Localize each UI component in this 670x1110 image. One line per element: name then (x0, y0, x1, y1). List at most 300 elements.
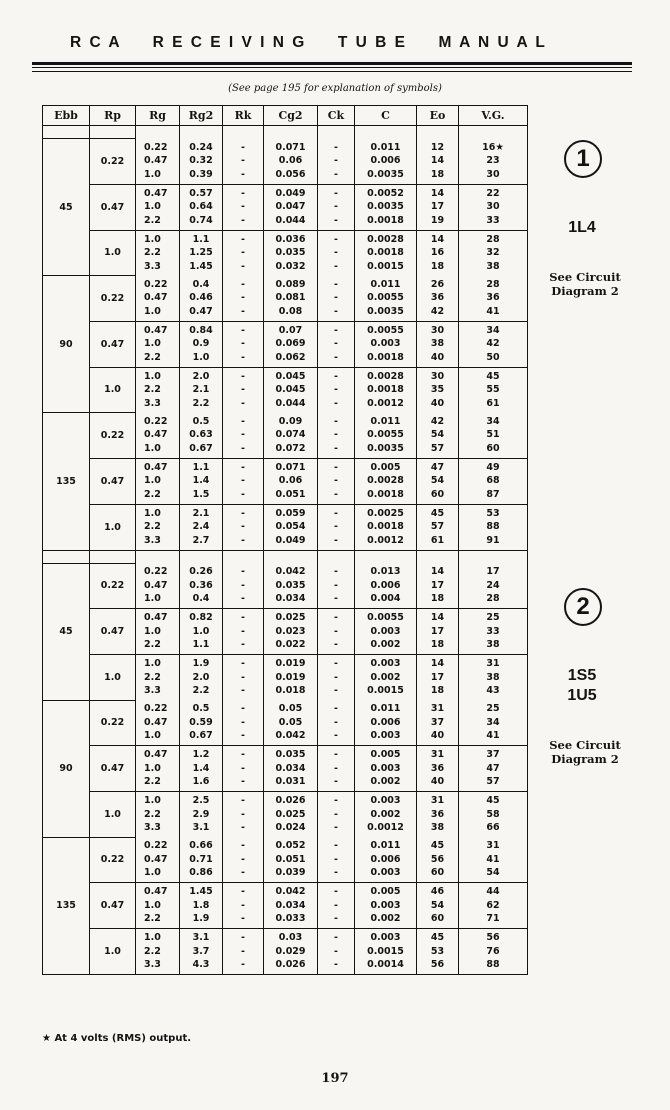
cell-value: 2.2 (144, 488, 161, 500)
cell-value: 1.5 (192, 488, 210, 500)
eo-values (417, 321, 459, 367)
rp-cell: 0.22 (90, 139, 136, 185)
cell-value: 31 (486, 840, 500, 852)
cell-value: 0.46 (189, 292, 213, 304)
cell-value: 1.0 (144, 370, 161, 382)
cell-value: 0.4 (192, 593, 210, 605)
ck-values (318, 563, 355, 609)
cell-value: 1.2 (192, 749, 210, 761)
cell-value: 54 (430, 475, 445, 487)
cell-value: 12 (430, 141, 445, 153)
cell-value: 60 (430, 488, 445, 500)
cell-value: - (334, 762, 338, 774)
cell-value: - (241, 461, 245, 473)
cg2-values (264, 230, 318, 276)
cell-value: 34 (486, 324, 500, 336)
cell-value: 0.034 (275, 593, 306, 605)
ebb-cell: 135 (43, 413, 90, 551)
cell-value: 3.3 (144, 959, 161, 971)
cell-value: - (241, 959, 245, 971)
cell-value: 0.062 (275, 351, 306, 363)
ck-values (318, 792, 355, 838)
eo-values (417, 929, 459, 975)
cell-value: 0.0018 (367, 488, 404, 500)
cell-value: 30 (486, 168, 500, 180)
cell-value: 18 (430, 260, 445, 272)
cell-value: - (334, 730, 338, 742)
cell-value: 0.006 (370, 716, 401, 728)
rg-values (136, 883, 180, 929)
cell-value: 0.59 (189, 716, 213, 728)
table-row (43, 746, 528, 792)
c-values (355, 655, 417, 701)
cell-value: 40 (430, 730, 445, 742)
rk-values (223, 563, 264, 609)
cell-value: 0.06 (278, 475, 303, 487)
cell-value: 0.036 (275, 233, 306, 245)
cell-value: - (334, 397, 338, 409)
cell-value: 1.9 (192, 913, 210, 925)
rg-values (136, 276, 180, 322)
cell-value: - (334, 461, 338, 473)
rg2-values (180, 458, 223, 504)
cell-value: 0.0055 (367, 429, 404, 441)
cell-value: 2.2 (144, 913, 161, 925)
cell-value: 0.029 (275, 945, 306, 957)
cell-value: 0.4 (192, 278, 210, 290)
cell-value: 16★ (482, 141, 504, 153)
ck-values (318, 746, 355, 792)
cell-value: 38 (486, 671, 500, 683)
vg-values (459, 276, 528, 322)
rk-values (223, 883, 264, 929)
cell-value: 0.0028 (367, 370, 404, 382)
ck-values (318, 883, 355, 929)
ebb-cell: 90 (43, 700, 90, 837)
eo-values (417, 609, 459, 655)
tube-data-table (42, 105, 527, 975)
ck-values (318, 321, 355, 367)
cell-value: 2.2 (192, 685, 210, 697)
cell-value: - (334, 625, 338, 637)
rk-values (223, 276, 264, 322)
cell-value: 0.24 (189, 141, 213, 153)
cell-value: - (241, 658, 245, 670)
cell-value: 2.2 (144, 384, 161, 396)
cell-value: 0.0015 (367, 945, 404, 957)
cell-value: - (334, 822, 338, 834)
ebb-cell: 90 (43, 276, 90, 413)
cell-value: - (334, 155, 338, 167)
cell-value: - (334, 749, 338, 761)
cell-value: 0.032 (275, 260, 306, 272)
cell-value: - (334, 278, 338, 290)
cell-value: - (241, 521, 245, 533)
cell-value: 0.002 (370, 671, 401, 683)
page-number: 197 (321, 1071, 349, 1086)
cell-value: 36 (486, 292, 500, 304)
spacer-cell (43, 550, 90, 563)
rg2-values (180, 184, 223, 230)
cell-value: 0.47 (189, 305, 213, 317)
cell-value: 30 (430, 324, 445, 336)
cell-value: 1.0 (144, 442, 161, 454)
ck-values (318, 367, 355, 413)
cell-value: 0.22 (144, 141, 168, 153)
cell-value: - (334, 612, 338, 624)
cell-value: 0.0025 (367, 507, 404, 519)
rp-cell: 0.47 (90, 458, 136, 504)
cell-value: 60 (430, 867, 445, 879)
cell-value: 2.5 (192, 795, 210, 807)
header-rule-thin-2 (32, 71, 632, 72)
cell-value: 0.042 (275, 566, 306, 578)
rg2-values (180, 746, 223, 792)
rg-values (136, 230, 180, 276)
cell-value: - (241, 338, 245, 350)
rg2-values (180, 139, 223, 185)
vg-values (459, 139, 528, 185)
cell-value: 53 (486, 507, 500, 519)
cell-value: 41 (486, 305, 500, 317)
cell-value: - (334, 475, 338, 487)
cell-value: 76 (486, 945, 500, 957)
cell-value: 0.07 (278, 324, 303, 336)
cell-value: 3.1 (192, 932, 210, 944)
col-header-eo: Eo (417, 106, 459, 126)
end-cell (90, 975, 136, 976)
col-header-cg2: Cg2 (264, 106, 318, 126)
cell-value: 40 (430, 776, 445, 788)
table-row (43, 367, 528, 413)
spacer-cell (223, 550, 264, 563)
c-values (355, 413, 417, 459)
cg2-values (264, 276, 318, 322)
cell-value: 0.003 (370, 899, 401, 911)
cell-value: - (241, 886, 245, 898)
cell-value: - (334, 795, 338, 807)
cell-value: 0.0035 (367, 305, 404, 317)
spacer-cell (43, 126, 90, 139)
cell-value: 1.0 (144, 593, 161, 605)
cell-value: 0.051 (275, 853, 306, 865)
cell-value: - (334, 579, 338, 591)
resistance-coupled-amplifier-table (42, 105, 528, 975)
rp-cell: 0.22 (90, 700, 136, 746)
c-values (355, 700, 417, 746)
cell-value: 0.031 (275, 776, 306, 788)
cell-value: 0.74 (189, 214, 213, 226)
rk-values (223, 609, 264, 655)
cg2-values (264, 700, 318, 746)
cell-value: 58 (486, 808, 500, 820)
cell-value: 0.011 (370, 840, 401, 852)
cell-value: 55 (486, 384, 500, 396)
cell-value: 2.2 (144, 945, 161, 957)
cell-value: 0.011 (370, 703, 401, 715)
cell-value: - (334, 260, 338, 272)
cell-value: 0.019 (275, 658, 306, 670)
cell-value: 38 (430, 338, 445, 350)
ebb-cell: 45 (43, 563, 90, 700)
spacer-cell (318, 126, 355, 139)
cell-value: 1.0 (144, 625, 161, 637)
spacer-cell (417, 126, 459, 139)
rg-values (136, 563, 180, 609)
c-values (355, 230, 417, 276)
cell-value: - (334, 932, 338, 944)
cell-value: 0.5 (192, 415, 210, 427)
eo-values (417, 655, 459, 701)
cell-value: 57 (430, 442, 445, 454)
c-values (355, 609, 417, 655)
cell-value: 3.3 (144, 685, 161, 697)
cell-value: - (241, 429, 245, 441)
cell-value: 0.0055 (367, 292, 404, 304)
eo-values (417, 230, 459, 276)
rk-values (223, 321, 264, 367)
cell-value: - (241, 612, 245, 624)
cell-value: 31 (430, 749, 445, 761)
cell-value: 2.0 (192, 370, 210, 382)
cell-value: 37 (430, 716, 445, 728)
cell-value: 0.006 (370, 853, 401, 865)
page-header (0, 34, 670, 52)
cell-value: 0.011 (370, 278, 401, 290)
cell-value: 34 (486, 716, 500, 728)
cell-value: 0.0055 (367, 612, 404, 624)
cell-value: 14 (430, 612, 445, 624)
spacer-cell (136, 126, 180, 139)
header-rule-thin (32, 67, 632, 68)
cell-value: 1.0 (144, 899, 161, 911)
cell-value: - (241, 716, 245, 728)
c-values (355, 367, 417, 413)
spacer-cell (136, 550, 180, 563)
cell-value: 61 (486, 397, 500, 409)
cell-value: 0.018 (275, 685, 306, 697)
cell-value: 35 (430, 384, 445, 396)
cell-value: - (334, 853, 338, 865)
cell-value: 0.47 (144, 886, 168, 898)
cg2-values (264, 504, 318, 550)
rk-values (223, 139, 264, 185)
rg2-values (180, 413, 223, 459)
cell-value: 0.5 (192, 703, 210, 715)
cell-value: - (334, 658, 338, 670)
cell-value: 44 (486, 886, 500, 898)
rk-values (223, 837, 264, 883)
manual-title: R C A R E C E I V I N G T U B E M A N U A L (70, 34, 547, 51)
cell-value: 46 (430, 886, 445, 898)
cell-value: 2.9 (192, 808, 210, 820)
cell-value: 60 (430, 913, 445, 925)
cell-value: 2.7 (192, 534, 210, 546)
cg2-values (264, 184, 318, 230)
cell-value: 0.9 (192, 338, 210, 350)
cell-value: 1.1 (192, 461, 210, 473)
ck-values (318, 609, 355, 655)
circuit-number-badge: 1 (564, 140, 602, 178)
cell-value: 0.019 (275, 671, 306, 683)
cell-value: 0.006 (370, 579, 401, 591)
rk-values (223, 700, 264, 746)
cell-value: - (334, 141, 338, 153)
spacer-cell (180, 126, 223, 139)
vg-values (459, 655, 528, 701)
cell-value: 1.45 (189, 886, 213, 898)
table-row (43, 837, 528, 883)
rp-cell: 0.22 (90, 276, 136, 322)
cell-value: 0.005 (370, 749, 401, 761)
rk-values (223, 504, 264, 550)
col-header-vg: V.G. (459, 106, 528, 126)
cell-value: 51 (486, 429, 500, 441)
cell-value: 1.0 (144, 338, 161, 350)
cell-value: - (334, 566, 338, 578)
cell-value: - (334, 247, 338, 259)
cell-value: 26 (430, 278, 445, 290)
symbols-note: (See page 195 for explanation of symbols) (228, 83, 442, 94)
cell-value: 47 (486, 762, 500, 774)
spacer-cell (90, 550, 136, 563)
table-end-row (43, 975, 528, 976)
cell-value: 14 (430, 233, 445, 245)
cell-value: 2.2 (144, 671, 161, 683)
cg2-values (264, 367, 318, 413)
cg2-values (264, 655, 318, 701)
vg-values (459, 413, 528, 459)
cell-value: 38 (486, 260, 500, 272)
eo-values (417, 746, 459, 792)
cell-value: - (241, 155, 245, 167)
rk-values (223, 458, 264, 504)
c-values (355, 929, 417, 975)
end-cell (318, 975, 355, 976)
cell-value: 0.003 (370, 867, 401, 879)
cell-value: 0.003 (370, 338, 401, 350)
cell-value: - (241, 534, 245, 546)
cell-value: 0.035 (275, 579, 306, 591)
cg2-values (264, 609, 318, 655)
cell-value: 0.67 (189, 442, 213, 454)
cell-value: 37 (486, 749, 500, 761)
cell-value: 22 (486, 187, 500, 199)
ck-values (318, 655, 355, 701)
see-circuit-note: See Circuit Diagram 2 (549, 738, 621, 766)
spacer-cell (355, 126, 417, 139)
table-row (43, 230, 528, 276)
cell-value: 17 (430, 625, 445, 637)
vg-values (459, 367, 528, 413)
cell-value: 14 (430, 566, 445, 578)
cell-value: 0.57 (189, 187, 213, 199)
table-row (43, 321, 528, 367)
cell-value: - (334, 639, 338, 651)
eo-values (417, 139, 459, 185)
vg-values (459, 230, 528, 276)
cell-value: 0.042 (275, 730, 306, 742)
cell-value: - (241, 762, 245, 774)
cell-value: - (241, 730, 245, 742)
cell-value: - (241, 579, 245, 591)
rg-values (136, 321, 180, 367)
cell-value: - (241, 808, 245, 820)
cell-value: 0.0018 (367, 384, 404, 396)
cell-value: 0.003 (370, 730, 401, 742)
cell-value: 0.035 (275, 247, 306, 259)
end-cell (180, 975, 223, 976)
table-row (43, 655, 528, 701)
rp-cell: 1.0 (90, 504, 136, 550)
rp-cell: 1.0 (90, 929, 136, 975)
cell-value: 2.2 (144, 521, 161, 533)
cell-value: - (334, 429, 338, 441)
cell-value: - (334, 899, 338, 911)
cg2-values (264, 792, 318, 838)
cell-value: 2.2 (144, 247, 161, 259)
rg2-values (180, 276, 223, 322)
cell-value: 38 (486, 639, 500, 651)
cell-value: - (241, 867, 245, 879)
end-cell (264, 975, 318, 976)
cell-value: 0.47 (144, 292, 168, 304)
rk-values (223, 655, 264, 701)
ck-values (318, 504, 355, 550)
cell-value: 42 (430, 415, 445, 427)
cell-value: 1.0 (144, 795, 161, 807)
cell-value: - (334, 534, 338, 546)
rg-values (136, 929, 180, 975)
cell-value: 45 (486, 370, 500, 382)
rg-values (136, 837, 180, 883)
eo-values (417, 367, 459, 413)
cell-value: 0.0055 (367, 324, 404, 336)
cell-value: 0.0018 (367, 247, 404, 259)
eo-values (417, 458, 459, 504)
cell-value: 25 (486, 612, 500, 624)
cell-value: 0.025 (275, 612, 306, 624)
cell-value: - (334, 913, 338, 925)
cell-value: - (241, 415, 245, 427)
cell-value: - (334, 233, 338, 245)
cell-value: 42 (486, 338, 500, 350)
cell-value: 54 (430, 899, 445, 911)
cell-value: 45 (430, 507, 445, 519)
cell-value: 0.47 (144, 429, 168, 441)
cell-value: 30 (430, 370, 445, 382)
cell-value: - (241, 593, 245, 605)
cell-value: 71 (486, 913, 500, 925)
cell-value: 45 (430, 932, 445, 944)
cell-value: - (241, 840, 245, 852)
cell-value: 3.3 (144, 397, 161, 409)
cell-value: 0.003 (370, 658, 401, 670)
cell-value: 2.2 (144, 776, 161, 788)
cell-value: 41 (486, 853, 500, 865)
cell-value: 0.63 (189, 429, 213, 441)
cell-value: 0.006 (370, 155, 401, 167)
cell-value: 43 (486, 685, 500, 697)
cell-value: - (334, 351, 338, 363)
cell-value: - (241, 247, 245, 259)
cell-value: - (334, 214, 338, 226)
cell-value: 1.0 (144, 730, 161, 742)
table-row (43, 563, 528, 609)
ebb-cell: 45 (43, 139, 90, 276)
table-row (43, 792, 528, 838)
cell-value: 0.069 (275, 338, 306, 350)
